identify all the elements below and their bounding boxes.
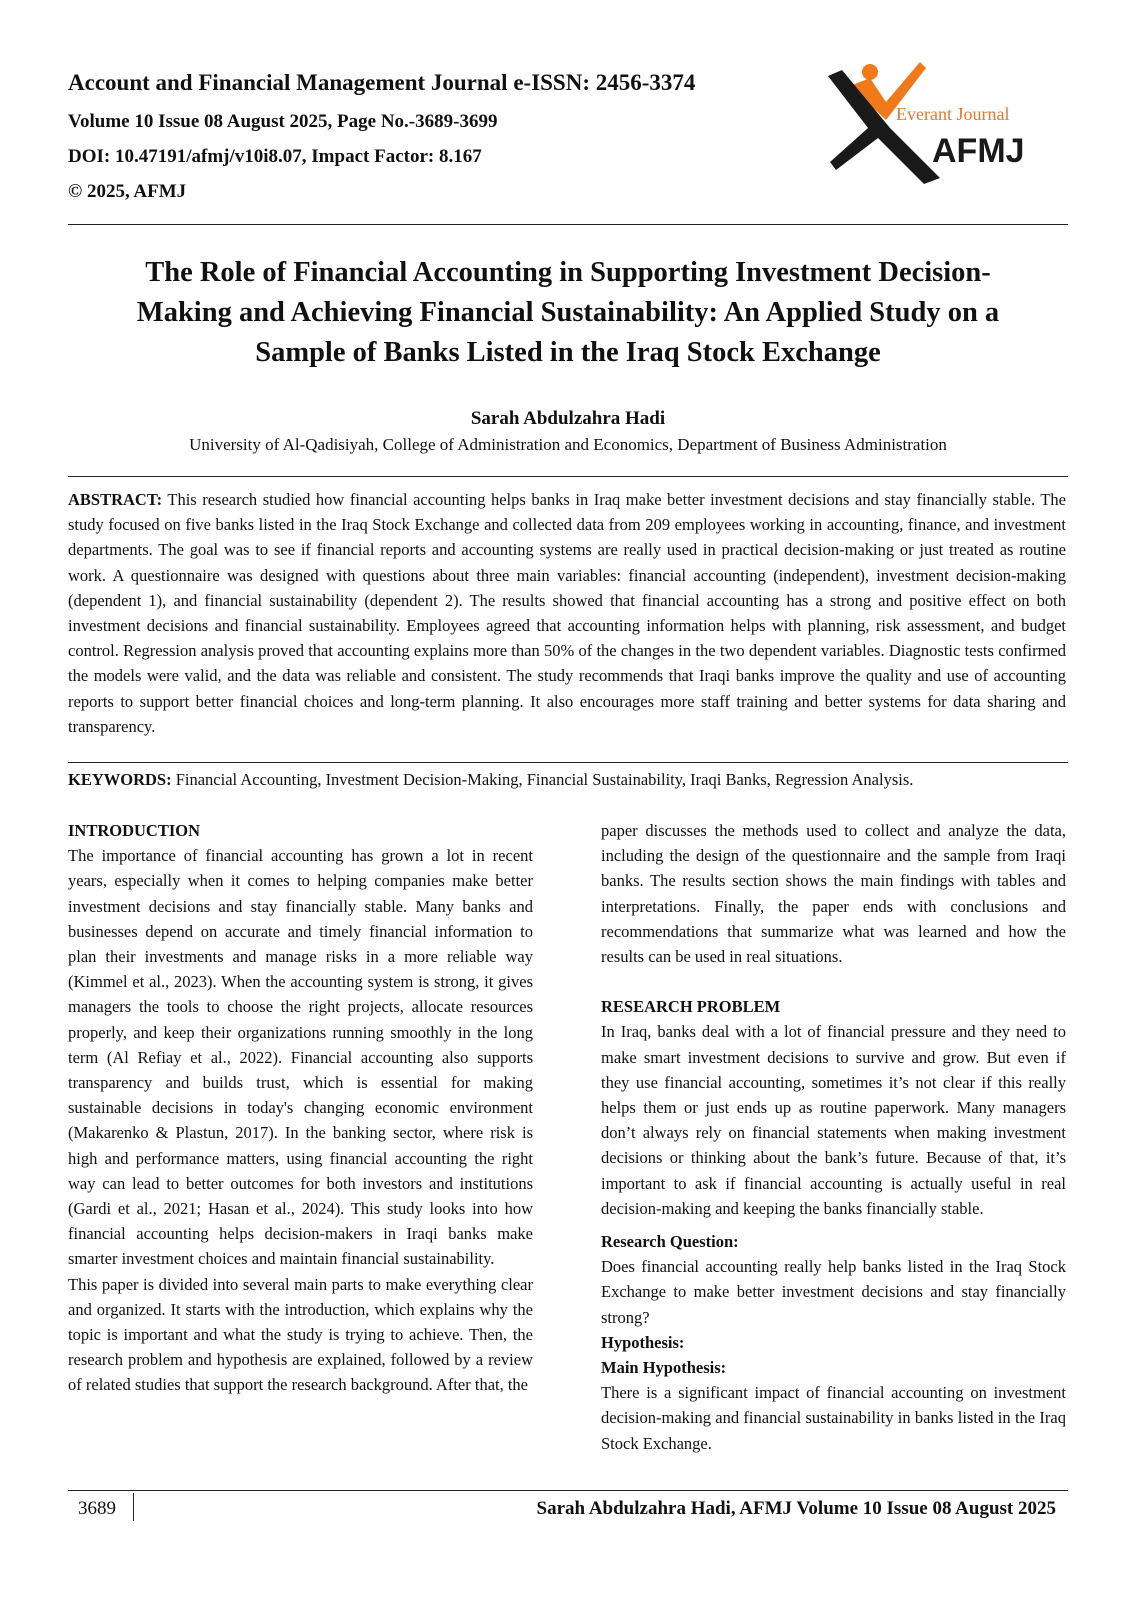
research-problem-text: In Iraq, banks deal with a lot of financial pressure and they need to make smart investment decisions to survive and grow. But even if they use financial accounting, sometimes it’s not clear if this really helps them or just ends up as routine paperwork. Many managers don’t always rely on financial statements when making investment decisions or thinking about the bank’s future. Because of that, it’s important to ask if financial accounting is actually useful in real decision-making and keeping the banks financially stable. <box>601 1022 1066 1218</box>
header-divider <box>68 224 1068 225</box>
logo-publisher-text: Everant Journal <box>896 104 1010 124</box>
introduction-paragraph-1: The importance of financial accounting has grown a lot in recent years, especially when it comes to helping companies make better investment decisions and stay financially stable. Many banks and businesses depend on accurate and timely financial information to plan their investments and manage risks in a more reliable way (Kimmel et al., 2023). When the accounting system is strong, it gives managers the tools to choose the right projects, allocate resources properly, and keep their organizations running smoothly in the long term (Al Refiay et al., 2022). Financial accounting also supports transparency and builds trust, which is essential for making sustainable decisions in today's changing economic environment (Makarenko & Plastun, 2017). In the banking sector, where risk is high and performance matters, using financial accounting the right way can lead to better outcomes for both investors and institutions (Gardi et al., 2021; Hasan et al., 2024). This study looks into how financial accounting helps decision-makers in Iraqi banks make smarter investment choices and maintain financial sustainability. <box>68 846 533 1269</box>
footer-divider <box>68 1490 1068 1491</box>
research-question-heading: Research Question: <box>601 1232 739 1252</box>
abstract-label: ABSTRACT: <box>68 490 163 509</box>
right-column <box>601 818 1066 1456</box>
research-problem-heading: RESEARCH PROBLEM <box>601 997 781 1017</box>
research-question-text: Does financial accounting really help banks listed in the Iraq Stock Exchange to make better investment decisions and stay financially strong? <box>601 1257 1066 1327</box>
author-name: Sarah Abdulzahra Hadi <box>470 408 666 429</box>
title-line-2: Making and Achieving Financial Sustainability: An Applied Study on a <box>136 297 1000 328</box>
page-number: 3689 <box>78 1498 116 1519</box>
title-line-3: Sample of Banks Listed in the Iraq Stock Exchange <box>255 337 881 368</box>
main-hypothesis-text: There is a significant impact of financial accounting on investment decision-making and financial sustainability in banks listed in the Iraq Stock Exchange. <box>601 1383 1066 1453</box>
paper-title <box>68 253 1068 373</box>
hypothesis-heading: Hypothesis: <box>601 1332 685 1352</box>
journal-title: Account and Financial Management Journal e-ISSN: 2456-3374 <box>68 70 696 95</box>
afmj-logo <box>828 58 1060 198</box>
logo-acronym: AFMJ <box>932 132 1025 170</box>
logo-dark-cross <box>828 70 940 184</box>
abstract-text: This research studied how financial accounting helps banks in Iraq make better investment decisions and stay financially stable. The study focused on five banks listed in the Iraq Stock Exchange and collected data from 209 employees working in accounting, finance, and investment departments. The goal was to see if financial reports and accounting systems are really used in practical decision-making or just treated as routine work. A questionnaire was designed with questions about three main variables: financial accounting (independent), investment decision-making (dependent 1), and financial sustainability (dependent 2). The results showed that financial accounting has a strong and positive effect on both investment decisions and financial sustainability. Employees agreed that accounting information helps with planning, risk assessment, and budget control. Regression analysis proved that accounting explains more than 50% of the changes in the two dependent variables. Diagnostic tests confirmed the models were valid, and the data was reliable and consistent. The study recommends that Iraqi banks improve the quality and use of accounting reports to support better financial choices and long-term planning. It also encourages more staff training and better systems for data sharing and transparency. <box>68 490 1067 736</box>
doi-line: DOI: 10.47191/afmj/v10i8.07, Impact Factor: 8.167 <box>68 146 482 167</box>
abstract <box>68 487 1066 739</box>
author-affiliation: University of Al-Qadisiyah, College of Administration and Economics, Department of Business Administration <box>189 435 947 454</box>
main-hypothesis-heading: Main Hypothesis: <box>601 1358 727 1378</box>
page-number-separator <box>133 1493 134 1521</box>
introduction-heading: INTRODUCTION <box>68 821 201 840</box>
keywords-label: KEYWORDS: <box>68 770 172 789</box>
footer-citation: Sarah Abdulzahra Hadi, AFMJ Volume 10 Issue 08 August 2025 <box>536 1498 1056 1519</box>
logo-orange-dot <box>862 64 878 80</box>
title-line-1: The Role of Financial Accounting in Supporting Investment Decision- <box>145 257 991 288</box>
abstract-bottom-rule <box>68 762 1068 763</box>
introduction-paragraph-2-continued: paper discusses the methods used to collect and analyze the data, including the design of the questionnaire and the sample from Iraqi banks. The results section shows the main findings with tables and interpretations. Finally, the paper ends with conclusions and recommendations that summarize what was learned and how the results can be used in real situations. <box>601 821 1066 967</box>
left-column <box>68 818 533 1398</box>
volume-line: Volume 10 Issue 08 August 2025, Page No.-3689-3699 <box>68 111 498 132</box>
introduction-paragraph-2: This paper is divided into several main parts to make everything clear and organized. It starts with the introduction, which explains why the topic is important and what the study is trying to achieve. Then, the research problem and hypothesis are explained, followed by a review of related studies that support the research background. After that, the <box>68 1274 533 1395</box>
keywords <box>68 767 1068 792</box>
abstract-top-rule <box>68 476 1068 477</box>
journal-header <box>68 66 788 209</box>
keywords-text: Financial Accounting, Investment Decision-Making, Financial Sustainability, Iraqi Banks, Regression Analysis. <box>175 770 914 789</box>
copyright-line: © 2025, AFMJ <box>68 181 187 202</box>
